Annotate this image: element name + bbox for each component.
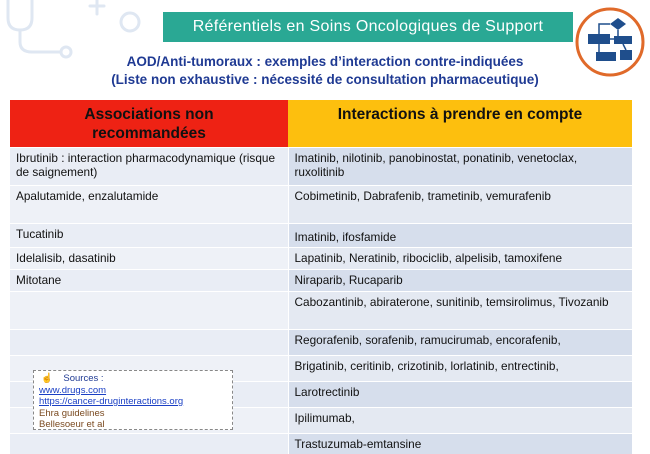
banner-title: Référentiels en Soins Oncologiques de Support — [192, 18, 544, 35]
cell-left — [10, 433, 288, 454]
cell-right: Trastuzumab-emtansine — [288, 433, 632, 454]
sources-box — [33, 370, 233, 430]
cell-right: Larotrectinib — [288, 381, 632, 407]
title-line-2: (Liste non exhaustive : nécessité de consultation pharmaceutique) — [111, 72, 539, 87]
cell-left: Ibrutinib : interaction pharmacodynamique (risque de saignement) — [10, 147, 288, 185]
source-link-drugs[interactable]: www.drugs.com — [39, 384, 107, 396]
cell-left: Tucatinib — [10, 223, 288, 247]
header-associations-line-1: Associations non — [84, 106, 214, 123]
cell-right: Regorafenib, sorafenib, ramucirumab, encorafenib, — [288, 329, 632, 355]
bullet-icon: ☝ — [41, 373, 64, 384]
cell-right: Brigatinib, ceritinib, crizotinib, lorlatinib, entrectinib, — [288, 355, 632, 381]
table-row — [10, 329, 632, 355]
cell-right: Ipilimumab, — [288, 407, 632, 433]
table-row — [10, 223, 632, 247]
cell-right: Cobimetinib, Dabrafenib, trametinib, vemurafenib — [288, 185, 632, 223]
table-row — [10, 269, 632, 291]
table-row — [10, 291, 632, 329]
slide-title — [0, 53, 650, 89]
cell-left — [10, 291, 288, 329]
table-row — [10, 433, 632, 454]
cell-left: Idelalisib, dasatinib — [10, 247, 288, 269]
sources-heading — [39, 373, 227, 385]
cell-left: Apalutamide, enzalutamide — [10, 185, 288, 223]
cell-right: Cabozantinib, abiraterone, sunitinib, temsirolimus, Tivozanib — [288, 291, 632, 329]
source-link-cancer-druginteractions[interactable]: https://cancer-druginteractions.org — [39, 396, 184, 407]
cell-left: Mitotane — [10, 269, 288, 291]
cell-right: Niraparib, Rucaparib — [288, 269, 632, 291]
sources-heading-text: Sources : — [63, 373, 104, 384]
header-associations — [10, 100, 288, 147]
cell-right: Imatinib, ifosfamide — [288, 223, 632, 247]
header-associations-line-2: recommandées — [92, 125, 206, 142]
table-row — [10, 147, 632, 185]
header-interactions: Interactions à prendre en compte — [288, 100, 632, 147]
table-row — [10, 185, 632, 223]
cell-right: Lapatinib, Neratinib, ribociclib, alpelisib, tamoxifene — [288, 247, 632, 269]
stethoscope-decoration-icon — [0, 0, 160, 60]
header-banner — [163, 12, 573, 42]
cell-left — [10, 329, 288, 355]
table-header-row — [10, 100, 632, 147]
table-row — [10, 247, 632, 269]
source-bellesoeur: Bellesoeur et al — [39, 419, 105, 430]
cell-right: Imatinib, nilotinib, panobinostat, ponatinib, venetoclax, ruxolitinib — [288, 147, 632, 185]
title-line-1: AOD/Anti-tumoraux : exemples d’interaction contre-indiquées — [126, 54, 524, 69]
source-ehra-guidelines: Ehra guidelines — [39, 407, 105, 419]
